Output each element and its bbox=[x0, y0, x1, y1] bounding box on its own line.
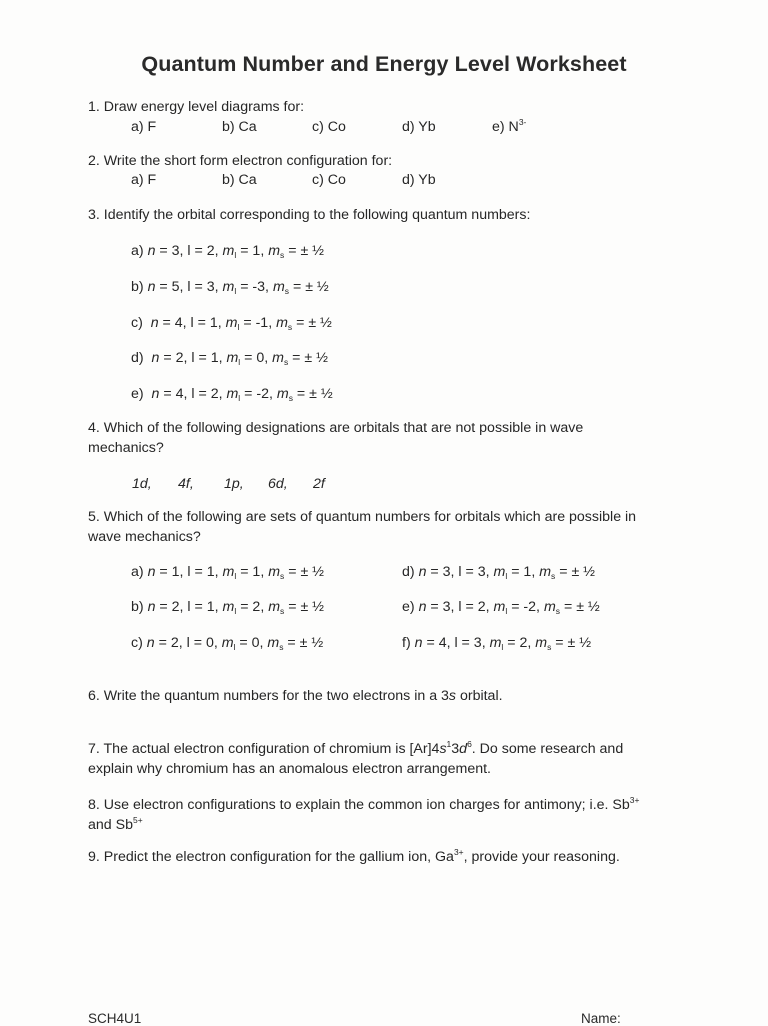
q3-item-a: a) n = 3, l = 2, $m_l = 1$, $m_s$ = ± ½ bbox=[131, 243, 325, 260]
q5-item-e: e) n = 3, l = 2, $m_l = -2$, $m_s$ = ± ½ bbox=[402, 599, 600, 616]
question-2-text: 2. Write the short form electron configuration for: bbox=[88, 153, 393, 169]
q4-option-1: 1d, bbox=[132, 476, 152, 492]
question-5-text-line1: 5. Which of the following are sets of quantum numbers for orbitals which are possible in bbox=[88, 509, 637, 525]
question-8-text-line1: 8. Use electron configurations to explain the common ion charges for antimony; i.e. $Sb^{3+}$ bbox=[88, 795, 640, 813]
q4-option-3: 1p, bbox=[224, 476, 244, 492]
q1-option-d: d) Yb bbox=[402, 119, 436, 135]
q3-item-e: e) n = 4, l = 2, $m_l = -2$, $m_s$ = ± ½ bbox=[131, 386, 333, 403]
question-1-text: 1. Draw energy level diagrams for: bbox=[88, 99, 305, 115]
q3-item-d: d) n = 2, l = 1, $m_l = 0$, $m_s$ = ± ½ bbox=[131, 350, 328, 367]
q1-option-a: a) F bbox=[131, 119, 157, 135]
q1-option-b: b) Ca bbox=[222, 119, 257, 135]
q3-item-b: b) n = 5, l = 3, $m_l = -3$, $m_s$ = ± ½ bbox=[131, 279, 329, 296]
q2-option-a: a) F bbox=[131, 172, 157, 188]
question-9-text: 9. Predict the electron configuration for the gallium ion, $Ga^{3+}$, provide your reasoning. bbox=[88, 847, 620, 865]
question-4-text-line1: 4. Which of the following designations are orbitals that are not possible in wave bbox=[88, 420, 584, 436]
q2-option-c: c) Co bbox=[312, 172, 346, 188]
q3-item-c: c) n = 4, l = 1, $m_l = -1$, $m_s$ = ± ½ bbox=[131, 315, 332, 332]
question-7-text-line2: explain why chromium has an anomalous electron arrangement. bbox=[88, 761, 491, 777]
question-7-text-line1: 7. The actual electron configuration of chromium is $[Ar]4s^13d^6$. Do some research and bbox=[88, 739, 624, 757]
q2-option-b: b) Ca bbox=[222, 172, 257, 188]
name-label: Name: bbox=[581, 1011, 621, 1026]
question-8-text-line2: and $Sb^{5+}$ bbox=[88, 815, 143, 833]
question-6-text: 6. Write the quantum numbers for the two electrons in a 3s orbital. bbox=[88, 688, 503, 704]
q5-item-f: f) n = 4, l = 3, $m_l = 2$, $m_s$ = ± ½ bbox=[402, 635, 592, 652]
q4-option-4: 6d, bbox=[268, 476, 288, 492]
q5-item-b: b) n = 2, l = 1, $m_l = 2$, $m_s$ = ± ½ bbox=[131, 599, 325, 616]
course-code: SCH4U1 bbox=[88, 1011, 142, 1026]
q5-item-a: a) n = 1, l = 1, $m_l = 1$, $m_s$ = ± ½ bbox=[131, 564, 325, 581]
question-5-text-line2: wave mechanics? bbox=[88, 529, 201, 545]
q1-option-e: e) $N^{3-}$ bbox=[492, 117, 527, 135]
q5-item-c: c) n = 2, l = 0, $m_l = 0$, $m_s$ = ± ½ bbox=[131, 635, 324, 652]
q5-item-d: d) n = 3, l = 3, $m_l = 1$, $m_s$ = ± ½ bbox=[402, 564, 596, 581]
q2-option-d: d) Yb bbox=[402, 172, 436, 188]
question-4-text-line2: mechanics? bbox=[88, 440, 164, 456]
worksheet-title: Quantum Number and Energy Level Worksheet bbox=[141, 52, 627, 76]
q1-option-c: c) Co bbox=[312, 119, 346, 135]
question-3-text: 3. Identify the orbital corresponding to the following quantum numbers: bbox=[88, 207, 531, 223]
q4-option-2: 4f, bbox=[178, 476, 194, 492]
q4-option-5: 2f bbox=[313, 476, 325, 492]
